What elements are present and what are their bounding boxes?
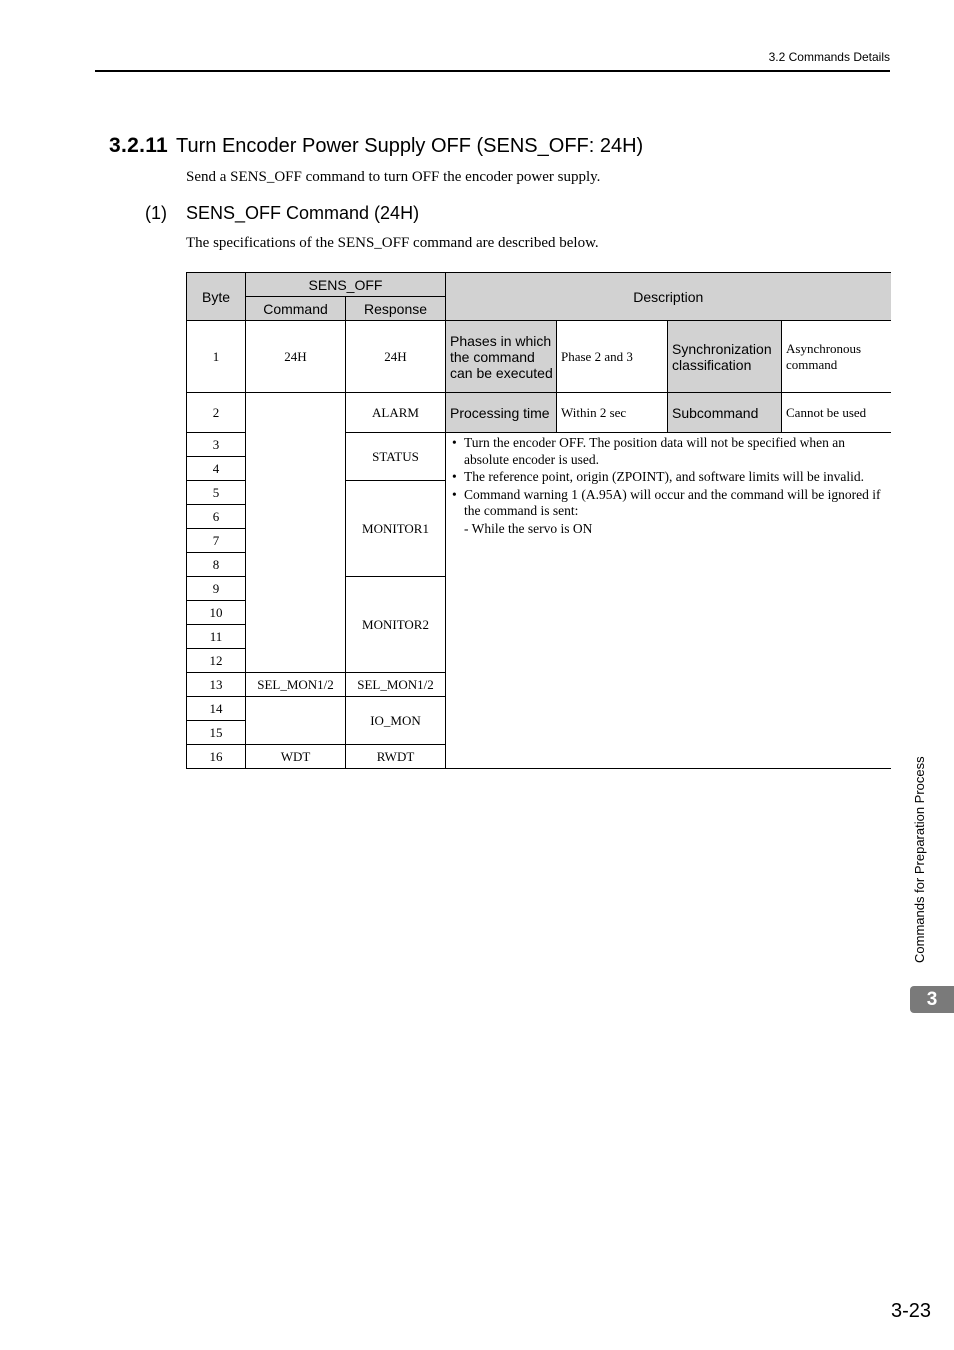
byte-cell: 6 (187, 505, 246, 529)
header-sens-off: SENS_OFF (246, 273, 446, 297)
header-response: Response (346, 297, 446, 321)
chapter-side-title: Commands for Preparation Process (912, 756, 927, 963)
chapter-tab: 3 (910, 986, 954, 1013)
command-spec-table (186, 272, 891, 769)
subcommand-value: Cannot be used (782, 393, 891, 433)
section-title: Turn Encoder Power Supply OFF (SENS_OFF: 24H) (176, 135, 644, 157)
command-cell: SEL_MON1/2 (246, 673, 346, 697)
note-subitem: - While the servo is ON (464, 520, 593, 536)
section-intro: Send a SENS_OFF command to turn OFF the encoder power supply. (186, 169, 601, 185)
response-cell: 24H (346, 321, 446, 393)
byte-cell: 10 (187, 601, 246, 625)
command-cell-reserved (246, 697, 346, 745)
byte-cell: 4 (187, 457, 246, 481)
byte-cell: 15 (187, 721, 246, 745)
phases-value: Phase 2 and 3 (557, 321, 668, 393)
running-header: 3.2 Commands Details (768, 50, 890, 64)
header-byte: Byte (187, 273, 246, 321)
response-cell: RWDT (346, 745, 446, 769)
response-cell: IO_MON (346, 697, 446, 745)
byte-cell: 13 (187, 673, 246, 697)
command-cell: WDT (246, 745, 346, 769)
description-notes (446, 433, 891, 769)
section-heading (109, 134, 643, 158)
subsection-heading (145, 203, 419, 224)
response-cell: MONITOR2 (346, 577, 446, 673)
bullet: • (452, 435, 457, 450)
header-description: Description (446, 273, 891, 321)
sync-value: Asynchronous command (782, 321, 891, 393)
byte-cell: 9 (187, 577, 246, 601)
response-cell: STATUS (346, 433, 446, 481)
header-command: Command (246, 297, 346, 321)
processing-value: Within 2 sec (557, 393, 668, 433)
sync-label: Synchronization classification (668, 321, 782, 393)
byte-cell: 3 (187, 433, 246, 457)
command-cell: 24H (246, 321, 346, 393)
byte-cell: 5 (187, 481, 246, 505)
processing-label: Processing time (446, 393, 557, 433)
subcommand-label: Subcommand (668, 393, 782, 433)
bullet: • (452, 469, 457, 484)
section-number: 3.2.11 (109, 134, 169, 157)
byte-cell: 12 (187, 649, 246, 673)
note-item: • Command warning 1 (A.95A) will occur and the command will be ignored if the command is sent: (452, 486, 881, 518)
note-item: • The reference point, origin (ZPOINT), and software limits will be invalid. (452, 469, 865, 484)
byte-cell: 8 (187, 553, 246, 577)
phases-label: Phases in which the command can be executed (446, 321, 557, 393)
byte-cell: 7 (187, 529, 246, 553)
byte-cell: 11 (187, 625, 246, 649)
subsection-intro: The specifications of the SENS_OFF command are described below. (186, 235, 599, 251)
byte-cell: 1 (187, 321, 246, 393)
response-cell: SEL_MON1/2 (346, 673, 446, 697)
command-cell-reserved (246, 393, 346, 673)
page-number: 3-23 (890, 1300, 931, 1322)
note-item: • Turn the encoder OFF. The position data will not be specified when an absolute encoder is used. (452, 435, 845, 467)
subsection-number: (1) (145, 203, 167, 223)
byte-cell: 16 (187, 745, 246, 769)
byte-cell: 14 (187, 697, 246, 721)
header-rule (95, 70, 890, 72)
response-cell: MONITOR1 (346, 481, 446, 577)
bullet: • (452, 486, 457, 502)
response-cell: ALARM (346, 393, 446, 433)
subsection-title: SENS_OFF Command (24H) (186, 203, 420, 223)
byte-cell: 2 (187, 393, 246, 433)
